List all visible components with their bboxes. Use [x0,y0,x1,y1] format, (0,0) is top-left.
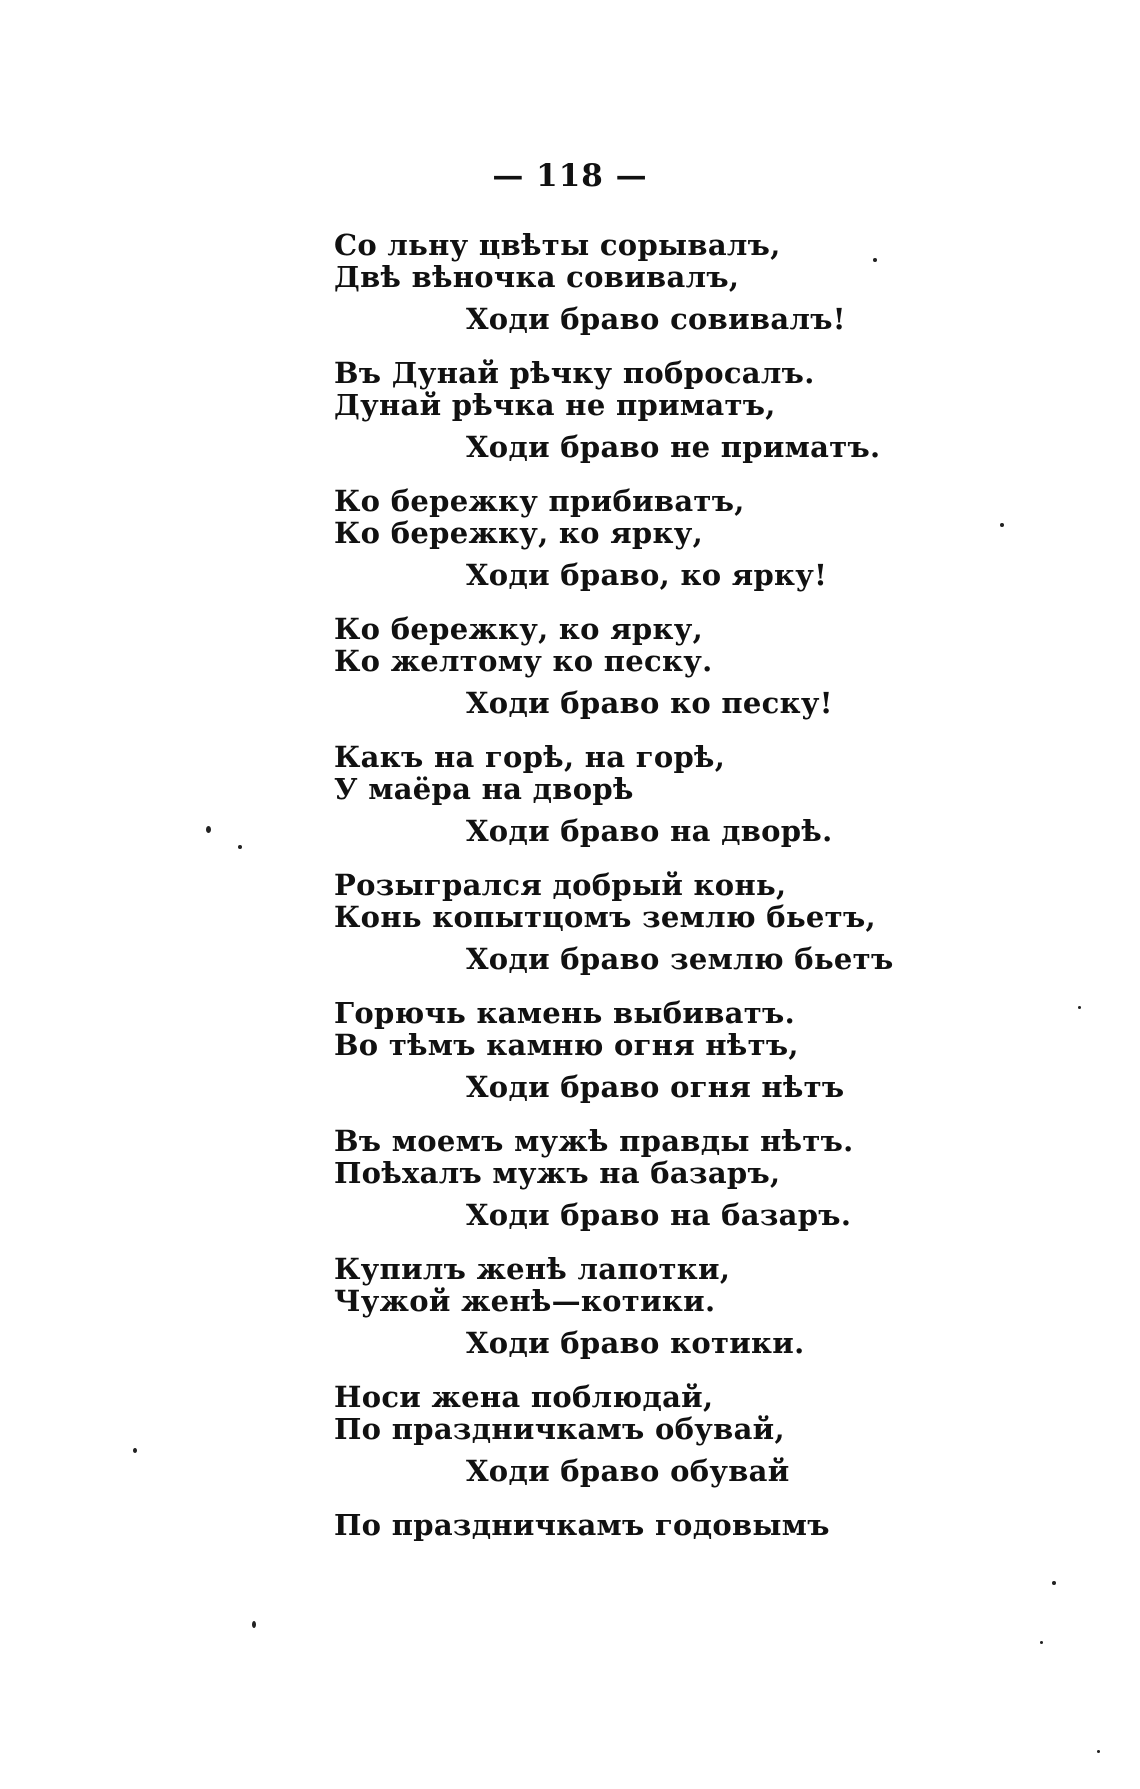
verse-line: Со льну цвѣты сорывалъ, [334,228,781,262]
stanza [334,869,974,975]
verse-line: У маёра на дворѣ [334,772,634,806]
verse-line: Дунай рѣчка не приматъ, [334,388,776,422]
stanza [334,741,974,847]
stanza [334,997,974,1103]
verse-line: Поѣхалъ мужъ на базаръ, [334,1156,781,1190]
poem-body [334,229,974,1563]
verse-line: Ко бережку, ко ярку, [334,516,704,550]
verse-line: Розыгрался добрый конь, [334,868,787,902]
refrain-line: Ходи браво совивалъ! [466,302,846,336]
verse-line: По праздничкамъ годовымъ [334,1508,830,1542]
stanza [334,485,974,591]
scan-speck [252,1621,256,1628]
verse-line: Ко бережку, ко ярку, [334,612,704,646]
scan-speck [1097,1750,1100,1753]
refrain-line: Ходи браво землю бьетъ [466,942,894,976]
verse-line: Ко желтому ко песку. [334,644,713,678]
verse-line: Въ Дунай рѣчку побросалъ. [334,356,815,390]
scan-speck [1040,1641,1043,1644]
verse-line: Конь копытцомъ землю бьетъ, [334,900,876,934]
verse-line: Какъ на горѣ, на горѣ, [334,740,726,774]
verse-line: Ко бережку прибиватъ, [334,484,745,518]
stanza [334,357,974,463]
stanza [334,1125,974,1231]
verse-line: Въ моемъ мужѣ правды нѣтъ. [334,1124,854,1158]
stanza [334,1509,974,1541]
scan-speck [873,258,877,262]
verse-line: Чужой женѣ—котики. [334,1284,716,1318]
verse-line: Носи жена поблюдай, [334,1380,714,1414]
refrain-line: Ходи браво не приматъ. [466,430,881,464]
stanza [334,1381,974,1487]
verse-line: Горючь камень выбиватъ. [334,996,795,1030]
refrain-line: Ходи браво огня нѣтъ [466,1070,845,1104]
scan-speck [238,845,242,849]
scan-speck [1052,1581,1056,1585]
page-number: — 118 — [492,158,648,194]
stanza [334,229,974,335]
scan-speck [133,1448,137,1453]
refrain-line: Ходи браво на базаръ. [466,1198,852,1232]
stanza [334,613,974,719]
scan-speck [1000,523,1004,527]
refrain-line: Ходи браво, ко ярку! [466,558,828,592]
verse-line: Во тѣмъ камню огня нѣтъ, [334,1028,799,1062]
verse-line: Двѣ вѣночка совивалъ, [334,260,740,294]
scan-speck [1078,1006,1081,1009]
verse-line: По праздничкамъ обувай, [334,1412,785,1446]
verse-line: Купилъ женѣ лапотки, [334,1252,731,1286]
scan-speck [206,826,211,833]
refrain-line: Ходи браво ко песку! [466,686,833,720]
refrain-line: Ходи браво обувай [466,1454,790,1488]
refrain-line: Ходи браво котики. [466,1326,805,1360]
stanza [334,1253,974,1359]
refrain-line: Ходи браво на дворѣ. [466,814,833,848]
